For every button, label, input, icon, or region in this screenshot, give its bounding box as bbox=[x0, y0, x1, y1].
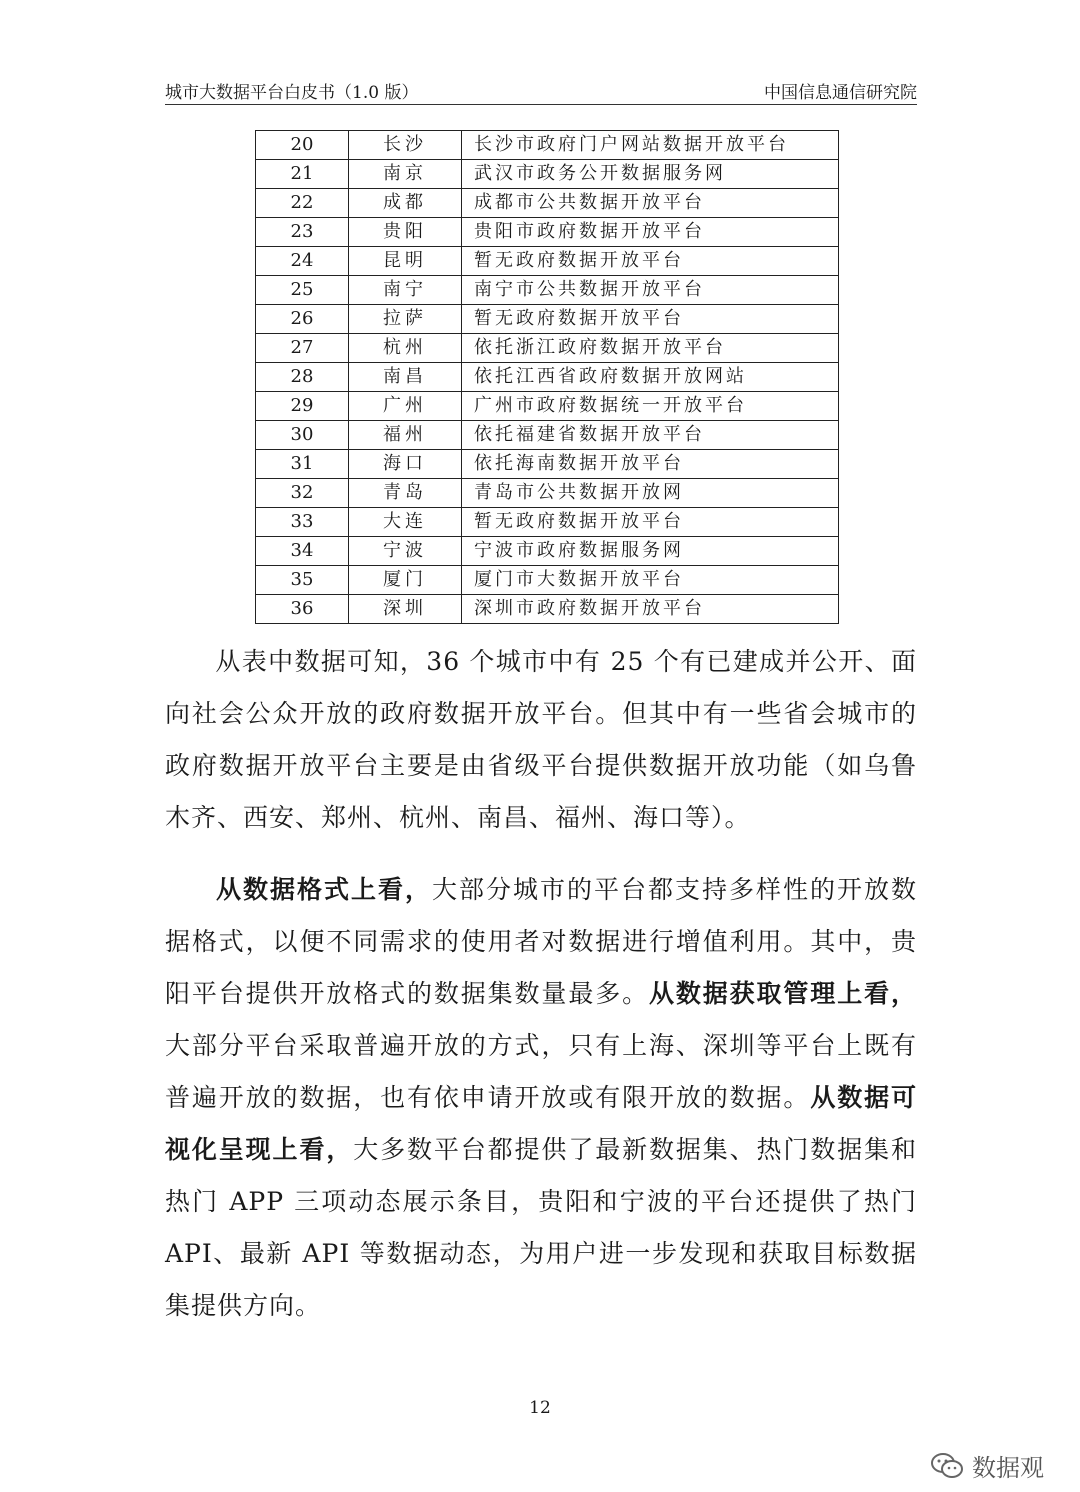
city-cell: 青岛 bbox=[349, 479, 462, 508]
platform-cell: 长沙市政府门户网站数据开放平台 bbox=[462, 131, 839, 160]
document-title: 城市大数据平台白皮书（1.0 版） bbox=[165, 83, 419, 103]
row-number-cell: 36 bbox=[256, 595, 349, 624]
platform-cell: 依托江西省政府数据开放网站 bbox=[462, 363, 839, 392]
heading-data-format: 从数据格式上看， bbox=[215, 875, 432, 904]
platform-cell: 暂无政府数据开放平台 bbox=[462, 247, 839, 276]
city-cell: 福州 bbox=[349, 421, 462, 450]
table-row bbox=[256, 334, 839, 363]
page-number: 12 bbox=[529, 1398, 551, 1418]
row-number-cell: 34 bbox=[256, 537, 349, 566]
row-number-cell: 23 bbox=[256, 218, 349, 247]
table-row bbox=[256, 479, 839, 508]
platform-cell: 暂无政府数据开放平台 bbox=[462, 305, 839, 334]
city-cell: 宁波 bbox=[349, 537, 462, 566]
row-number-cell: 25 bbox=[256, 276, 349, 305]
city-cell: 杭州 bbox=[349, 334, 462, 363]
platform-cell: 南宁市公共数据开放平台 bbox=[462, 276, 839, 305]
row-number-cell: 22 bbox=[256, 189, 349, 218]
heading-data-access: 从数据获取管理上看， bbox=[648, 979, 917, 1008]
platform-cell: 深圳市政府数据开放平台 bbox=[462, 595, 839, 624]
row-number-cell: 33 bbox=[256, 508, 349, 537]
platform-cell: 武汉市政务公开数据服务网 bbox=[462, 160, 839, 189]
table-body bbox=[256, 131, 839, 624]
city-cell: 海口 bbox=[349, 450, 462, 479]
row-number-cell: 24 bbox=[256, 247, 349, 276]
city-cell: 南京 bbox=[349, 160, 462, 189]
row-number-cell: 31 bbox=[256, 450, 349, 479]
table-row bbox=[256, 537, 839, 566]
city-cell: 拉萨 bbox=[349, 305, 462, 334]
row-number-cell: 32 bbox=[256, 479, 349, 508]
row-number-cell: 20 bbox=[256, 131, 349, 160]
city-cell: 大连 bbox=[349, 508, 462, 537]
paragraph-text: 从表中数据可知，36 个城市中有 25 个有已建成并公开、面向社会公众开放的政府数据开放平台。但其中有一些省会城市的政府数据开放平台主要是由省级平台提供数据开放功能（如乌鲁木齐、西安、郑州、杭州、南昌、福州、海口等）。 bbox=[165, 647, 917, 832]
page-header bbox=[165, 74, 917, 105]
row-number-cell: 27 bbox=[256, 334, 349, 363]
row-number-cell: 26 bbox=[256, 305, 349, 334]
city-cell: 贵阳 bbox=[349, 218, 462, 247]
watermark-text: 数据观 bbox=[972, 1454, 1044, 1482]
table-row bbox=[256, 305, 839, 334]
row-number-cell: 35 bbox=[256, 566, 349, 595]
platform-cell: 贵阳市政府数据开放平台 bbox=[462, 218, 839, 247]
city-platform-table bbox=[255, 130, 839, 624]
row-number-cell: 30 bbox=[256, 421, 349, 450]
table-row bbox=[256, 276, 839, 305]
platform-cell: 厦门市大数据开放平台 bbox=[462, 566, 839, 595]
city-cell: 成都 bbox=[349, 189, 462, 218]
watermark bbox=[930, 1448, 1044, 1483]
platform-cell: 依托海南数据开放平台 bbox=[462, 450, 839, 479]
city-cell: 长沙 bbox=[349, 131, 462, 160]
organization-name: 中国信息通信研究院 bbox=[764, 83, 917, 103]
paragraph-text: 大部分城市的平台都支持多样性的开放数据格式，以便不同需求的使用者对数据进行增值利用。其中，贵阳平台提供开放格式的数据集数量最多。 bbox=[165, 875, 917, 1008]
platform-cell: 宁波市政府数据服务网 bbox=[462, 537, 839, 566]
city-cell: 厦门 bbox=[349, 566, 462, 595]
paragraph-text: 大部分平台采取普遍开放的方式，只有上海、深圳等平台上既有普遍开放的数据，也有依申请开放或有限开放的数据。 bbox=[165, 1031, 917, 1112]
table-row bbox=[256, 595, 839, 624]
city-cell: 南宁 bbox=[349, 276, 462, 305]
city-cell: 深圳 bbox=[349, 595, 462, 624]
platform-cell: 依托浙江政府数据开放平台 bbox=[462, 334, 839, 363]
paragraph-text: 大多数平台都提供了最新数据集、热门数据集和热门 APP 三项动态展示条目，贵阳和宁波的平台还提供了热门 API、最新 API 等数据动态，为用户进一步发现和获取目标数据集提供方向。 bbox=[165, 1135, 917, 1320]
heading-data-visualization: 从数据可视化呈现上看， bbox=[165, 1083, 917, 1164]
paragraph-summary bbox=[165, 636, 917, 844]
row-number-cell: 29 bbox=[256, 392, 349, 421]
table-row bbox=[256, 218, 839, 247]
wechat-icon bbox=[930, 1452, 964, 1480]
paragraph-analysis bbox=[165, 864, 917, 1332]
platform-cell: 依托福建省数据开放平台 bbox=[462, 421, 839, 450]
platform-cell: 成都市公共数据开放平台 bbox=[462, 189, 839, 218]
table-row bbox=[256, 508, 839, 537]
row-number-cell: 28 bbox=[256, 363, 349, 392]
table-row bbox=[256, 189, 839, 218]
table-row bbox=[256, 421, 839, 450]
city-cell: 南昌 bbox=[349, 363, 462, 392]
table-row bbox=[256, 160, 839, 189]
table-row bbox=[256, 392, 839, 421]
table-row bbox=[256, 247, 839, 276]
table-row bbox=[256, 363, 839, 392]
table-row bbox=[256, 566, 839, 595]
row-number-cell: 21 bbox=[256, 160, 349, 189]
platform-cell: 青岛市公共数据开放网 bbox=[462, 479, 839, 508]
platform-cell: 暂无政府数据开放平台 bbox=[462, 508, 839, 537]
table-row bbox=[256, 450, 839, 479]
city-cell: 昆明 bbox=[349, 247, 462, 276]
city-cell: 广州 bbox=[349, 392, 462, 421]
platform-cell: 广州市政府数据统一开放平台 bbox=[462, 392, 839, 421]
table-row bbox=[256, 131, 839, 160]
